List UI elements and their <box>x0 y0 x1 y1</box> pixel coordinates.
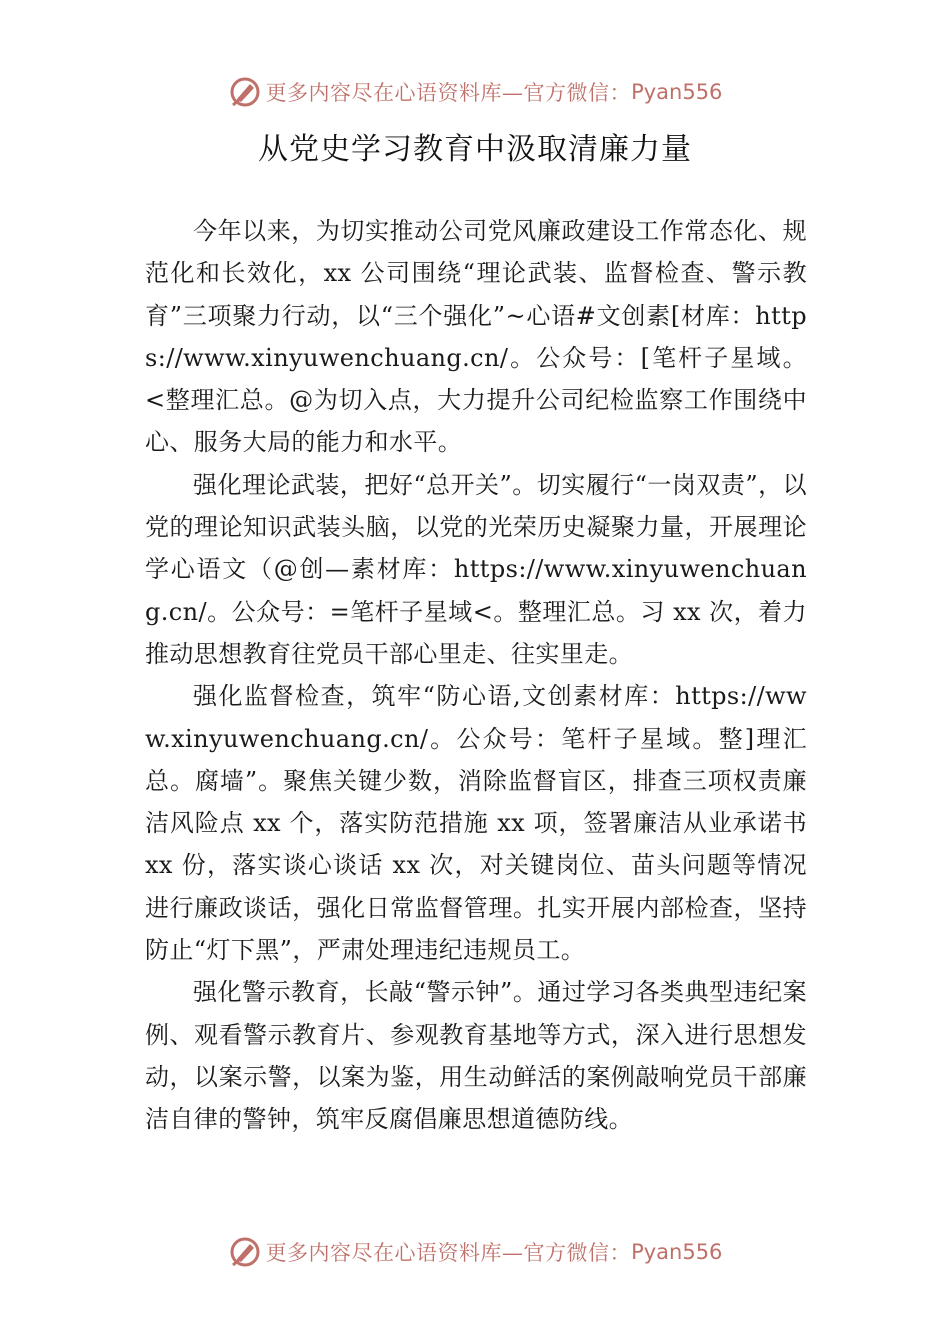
paragraph: 强化警示教育，长敲“警示钟”。通过学习各类典型违纪案例、观看警示教育片、参观教育基地等方式，深入进行思想发动，以案示警，以案为鉴，用生动鲜活的案例敲响党员干部廉洁自律的警钟，筑牢反腐倡廉思想道德防线。 <box>145 978 807 1134</box>
banner-text: 更多内容尽在心语资料库—官方微信： <box>265 1241 632 1265</box>
document-body <box>145 210 807 1141</box>
footer-banner <box>0 1232 950 1272</box>
paragraph: 今年以来，为切实推动公司党风廉政建设工作常态化、规范化和长效化，xx 公司围绕“理论武装、监督检查、警示教育”三项聚力行动，以“三个强化”~心语#文创素[材库：https://www.xinyuwenchuang.cn/。公众号：[笔杆子星域。<整理汇总。@为切入点，大力提升公司纪检监察工作围绕中心、服务大局的能力和水平。 <box>145 217 807 457</box>
paragraph: 强化监督检查，筑牢“防心语,文创素材库：https://www.xinyuwenchuang.cn/。公众号：笔杆子星域。整]理汇总。腐墙”。聚焦关键少数，消除监督盲区，排查三项权责廉洁风险点 xx 个，落实防范措施 xx 项，签署廉洁从业承诺书 xx 份，落实谈心谈话 xx 次，对关键岗位、苗头问题等情况进行廉政谈话，强化日常监督管理。扎实开展内部检查，坚持防止“灯下黑”，严肃处理违纪违规员工。 <box>145 682 807 965</box>
logo-icon <box>228 75 262 109</box>
logo-icon <box>228 1235 262 1269</box>
paragraph: 强化理论武装，把好“总开关”。切实履行“一岗双责”，以党的理论知识武装头脑，以党的光荣历史凝聚力量，开展理论学心语文（@创—素材库：https://www.xinyuwenchuang.cn/。公众号：=笔杆子星域<。整理汇总。习 xx 次，着力推动思想教育往党员干部心里走、往实里走。 <box>145 470 807 668</box>
banner-wechat-id: Pyan556 <box>631 1240 723 1264</box>
banner-text: 更多内容尽在心语资料库—官方微信： <box>265 81 632 105</box>
header-banner <box>0 72 950 112</box>
document-title: 从党史学习教育中汲取清廉力量 <box>258 132 692 167</box>
banner-wechat-id: Pyan556 <box>631 80 723 104</box>
